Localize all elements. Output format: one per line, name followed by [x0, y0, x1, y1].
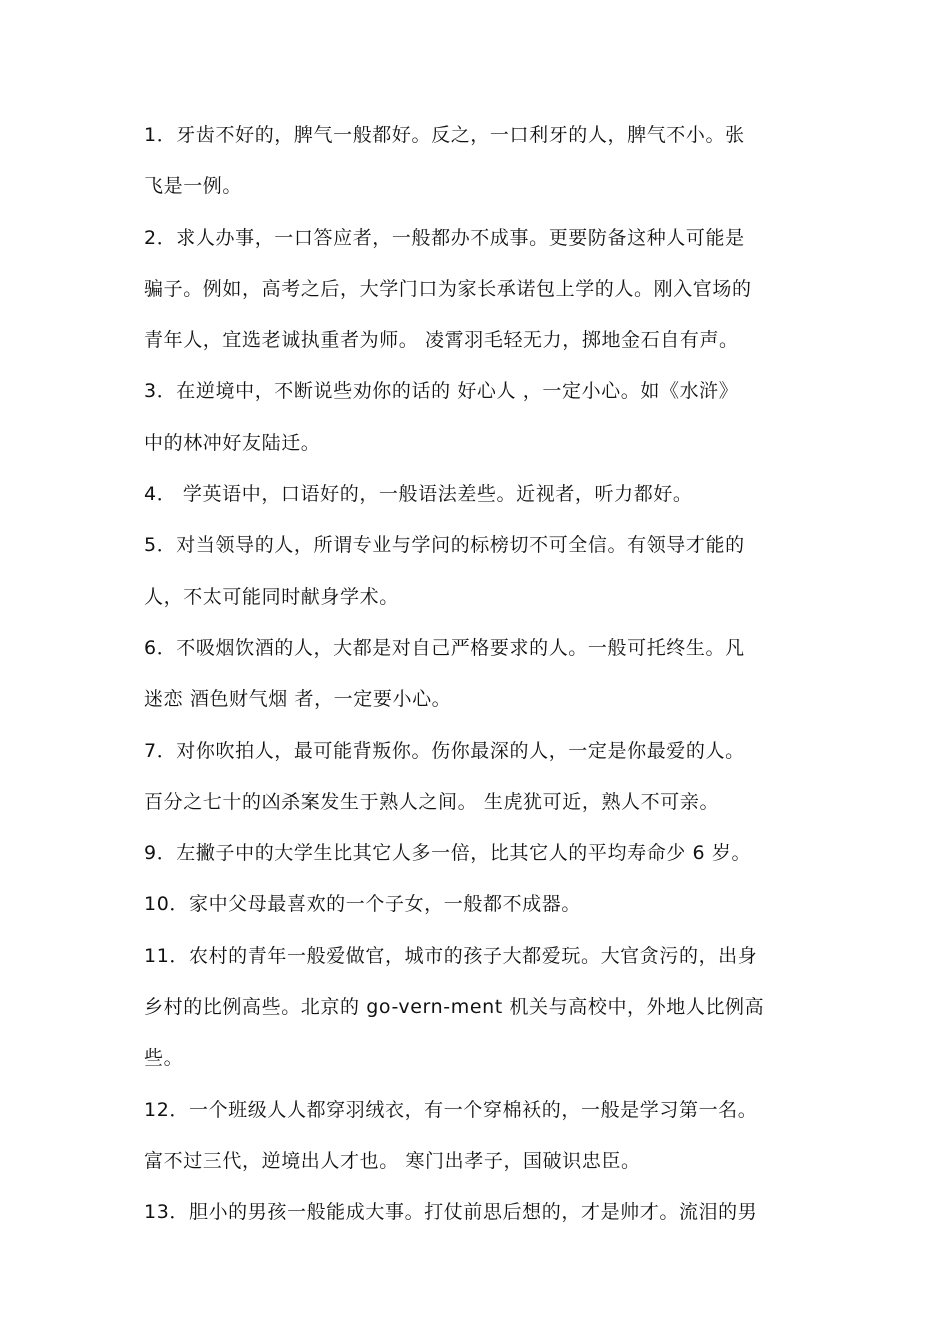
list-item-6	[144, 623, 824, 726]
list-item-2	[144, 213, 824, 367]
text-line: 2．求人办事，一口答应者，一般都办不成事。更要防备这种人可能是	[144, 226, 745, 249]
text-line: 3．在逆境中，不断说些劝你的话的 好心人 ，一定小心。如《水浒》	[144, 380, 739, 403]
text-line: 青年人，宜选老诚执重者为师。 凌霄羽毛轻无力，掷地金石自有声。	[144, 329, 739, 352]
text-line: 6．不吸烟饮酒的人，大都是对自己严格要求的人。一般可托终生。凡	[144, 636, 745, 659]
list-item-5	[144, 520, 824, 623]
list-item-10	[144, 879, 824, 930]
text-line: 11．农村的青年一般爱做官，城市的孩子大都爱玩。大官贪污的，出身	[144, 944, 758, 967]
list-item-7	[144, 726, 824, 829]
list-item-13	[144, 1187, 824, 1238]
list-item-11	[144, 931, 824, 1085]
text-line: 富不过三代，逆境出人才也。 寒门出孝子，国破识忠臣。	[144, 1149, 641, 1172]
text-line: 骗子。例如，高考之后，大学门口为家长承诺包上学的人。刚入官场的	[144, 277, 752, 300]
list-item-3	[144, 366, 824, 469]
text-line: 1．牙齿不好的，脾气一般都好。反之，一口利牙的人，脾气不小。张	[144, 124, 745, 146]
text-line: 10．家中父母最喜欢的一个子女，一般都不成器。	[144, 893, 581, 916]
text-line: 飞是一例。	[144, 175, 243, 198]
text-line: 12．一个班级人人都穿羽绒衣，有一个穿棉袄的，一般是学习第一名。	[144, 1098, 758, 1121]
list-item-1	[144, 110, 824, 213]
text-line: 5．对当领导的人，所谓专业与学问的标榜切不可全信。有领导才能的	[144, 534, 745, 557]
list-item-4	[144, 469, 824, 520]
text-line: 9．左撇子中的大学生比其它人多一倍，比其它人的平均寿命少 6 岁。	[144, 842, 752, 865]
text-line: 人，不太可能同时献身学术。	[144, 585, 399, 608]
text-line: 百分之七十的凶杀案发生于熟人之间。 生虎犹可近，熟人不可亲。	[144, 790, 720, 813]
text-line: 中的林冲好友陆迁。	[144, 431, 321, 454]
document-body	[144, 110, 824, 1239]
text-line: 13．胆小的男孩一般能成大事。打仗前思后想的，才是帅才。流泪的男	[144, 1201, 758, 1224]
text-line: 迷恋 酒色财气烟 者，一定要小心。	[144, 688, 452, 711]
text-line: 乡村的比例高些。北京的 go-vern-ment 机关与高校中，外地人比例高	[144, 996, 765, 1019]
list-item-12	[144, 1085, 824, 1188]
text-line: 些。	[144, 1047, 184, 1070]
list-item-9	[144, 828, 824, 879]
text-line: 7．对你吹拍人，最可能背叛你。伤你最深的人，一定是你最爱的人。	[144, 739, 745, 762]
text-line: 4． 学英语中，口语好的，一般语法差些。近视者，听力都好。	[144, 483, 693, 506]
